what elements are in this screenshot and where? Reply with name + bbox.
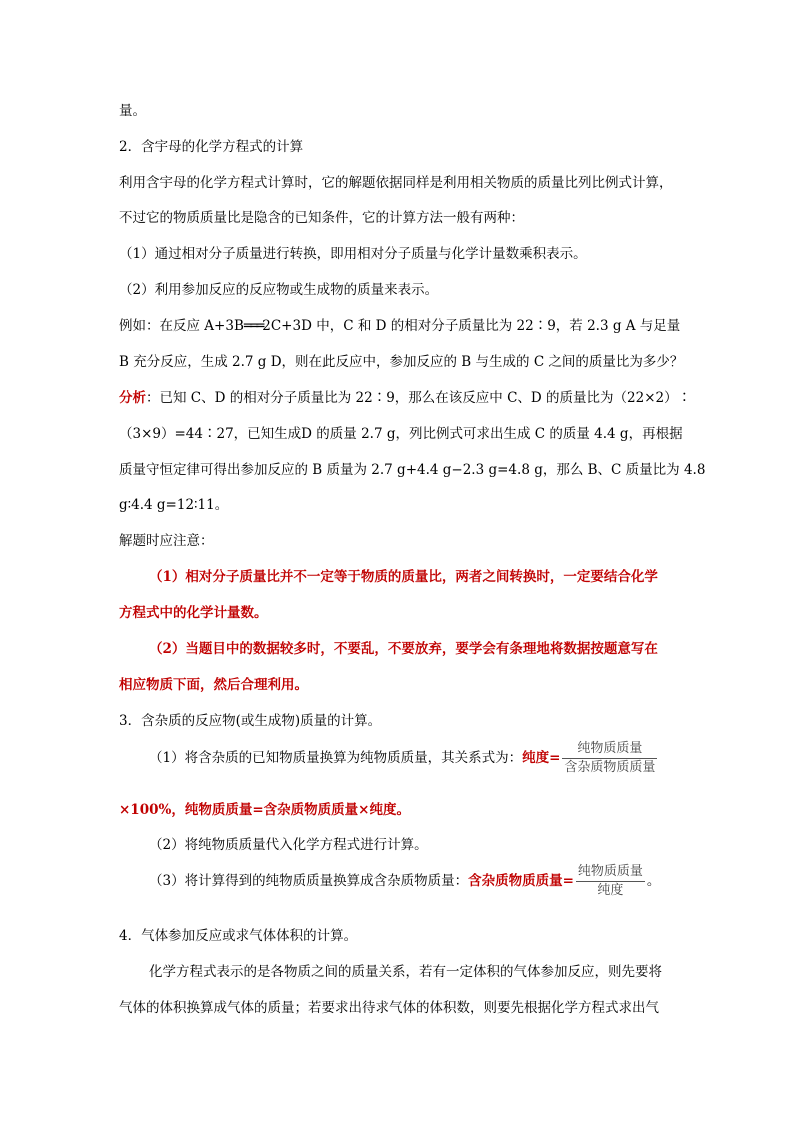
text-line: （1）通过相对分子质量进行转换，即用相对分子质量与化学计量数乘积表示。	[119, 246, 587, 262]
example-line	[119, 316, 680, 336]
impure-mass-fraction	[576, 863, 645, 900]
formula-intro: （1）将含杂质的已知物质量换算为纯物质质量，其关系式为：	[149, 750, 523, 766]
text-line: g∶4.4 g=12∶11。	[119, 497, 229, 513]
purity-formula-cont: ×100%，纯物质质量=含杂质物质质量×纯度。	[119, 802, 410, 818]
note-item-2-cont: 相应物质下面，然后合理利用。	[119, 677, 308, 693]
text-line: 气体的体积换算成气体的质量；若要求出待求气体的体积数，则要先根据化学方程式求出气	[119, 1000, 659, 1016]
analysis-line	[119, 388, 691, 408]
text-line: （3×9）=44∶27，已知生成D 的质量 2.7 g，列比例式可求出生成 C 的质量 4.4 g，再根据	[119, 426, 683, 442]
note-item-1: （1）相对分子质量比并不一定等于物质的质量比，两者之间转换时，一定要结合化学	[149, 569, 658, 585]
example-text-a: 例如：在反应 A+3B	[119, 318, 244, 334]
notes-heading: 解题时应注意：	[119, 533, 214, 549]
impure-mass-label: 含杂质物质质量=	[468, 873, 574, 889]
purity-formula-line	[149, 739, 659, 777]
section-heading-3: 3．含杂质的反应物(或生成物)质量的计算。	[119, 713, 382, 729]
end-period: 。	[646, 873, 661, 889]
text-line: （2）将纯物质质量代入化学方程式进行计算。	[149, 837, 428, 853]
purity-label: 纯度=	[522, 750, 561, 766]
purity-fraction	[562, 740, 657, 777]
text-line: （2）利用参加反应的反应物或生成物的质量来表示。	[119, 282, 439, 298]
note-item-2: （2）当题目中的数据较多时，不要乱，不要放弃，要学会有条理地将数据按题意写在	[149, 641, 658, 657]
formula-intro: （3）将计算得到的纯物质质量换算成含杂质物质量：	[149, 873, 469, 889]
section-heading-2: 2．含宇母的化学方程式的计算	[119, 139, 304, 155]
text-line: 不过它的物质质量比是隐含的已知条件，它的计算方法一般有两种：	[119, 210, 524, 226]
text-line: 利用含宇母的化学方程式计算时，它的解题依据同样是利用相关物质的质量比列比例式计算，	[119, 175, 673, 191]
fraction-numerator: 纯物质质量	[562, 740, 657, 759]
reaction-equals-sign: ═══	[243, 318, 263, 334]
section-heading-4: 4．气体参加反应或求气体体积的计算。	[119, 928, 358, 944]
example-text-b: 2C+3D 中，C 和 D 的相对分子质量比为 22∶9，若 2.3 g A 与足量	[262, 318, 681, 334]
analysis-text: ：已知 C、D 的相对分子质量比为 22∶9，那么在该反应中 C、D 的质量比为（22×2）∶	[146, 390, 692, 406]
analysis-label: 分析	[119, 390, 146, 406]
text-line: 质量守恒定律可得出参加反应的 B 质量为 2.7 g+4.4 g−2.3 g=4.8 g，那么 B、C 质量比为 4.8	[119, 462, 706, 478]
impure-mass-formula-line	[149, 862, 660, 900]
text-line: 量。	[119, 103, 146, 119]
fraction-denominator: 含杂质物质质量	[564, 760, 656, 775]
fraction-numerator: 纯物质质量	[576, 863, 645, 882]
fraction-denominator: 纯度	[597, 883, 624, 898]
text-line: B 充分反应，生成 2.7 g D，则在此反应中，参加反应的 B 与生成的 C 之间的质量比为多少？	[119, 354, 684, 370]
note-item-1-cont: 方程式中的化学计量数。	[119, 605, 268, 621]
text-line: 化学方程式表示的是各物质之间的质量关系，若有一定体积的气体参加反应，则先要将	[149, 964, 662, 980]
